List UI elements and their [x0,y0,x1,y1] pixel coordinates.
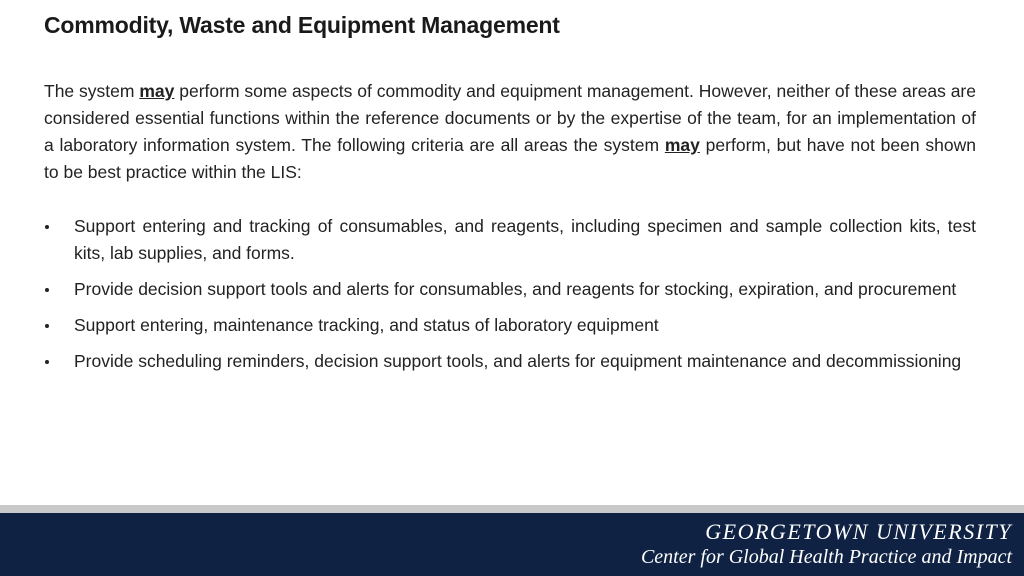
list-item-text: Support entering and tracking of consumables, and reagents, including specimen and sample collection kits, test kits, lab supplies, and forms. [74,216,976,263]
intro-text-1: The system [44,81,140,101]
intro-emphasis-may-2: may [664,135,700,155]
list-item [44,276,976,303]
list-item [44,213,976,267]
bullet-icon [45,225,49,229]
criteria-list [44,213,976,384]
bullet-icon [45,360,49,364]
footer-bar [0,513,1024,576]
list-item-text: Support entering, maintenance tracking, and status of laboratory equipment [74,315,659,335]
list-item-text: Provide scheduling reminders, decision support tools, and alerts for equipment maintenance and decommissioning [74,351,962,371]
intro-paragraph [44,78,976,186]
intro-text-3: perform, but have not been shown to be best practice within the LIS: [44,135,976,182]
intro-text-2: perform some aspects of commodity and equipment management. However, neither of these areas are considered essential functions within the reference documents or by the expertise of the team, for an implementation of a laboratory information system. The following criteria are all areas the system [44,81,976,155]
intro-emphasis-may-1: may [139,81,175,101]
center-name: Center for Global Health Practice and Impact [640,546,1012,568]
footer-divider [0,505,1024,513]
list-item-text: Provide decision support tools and alerts for consumables, and reagents for stocking, expiration, and procurement [74,279,957,299]
list-item [44,348,976,375]
bullet-icon [45,324,49,328]
bullet-icon [45,288,49,292]
list-item [44,312,976,339]
slide-title: Commodity, Waste and Equipment Management [44,12,560,38]
university-name: GEORGETOWN UNIVERSITY [705,519,1012,544]
university-logo [641,519,1012,569]
